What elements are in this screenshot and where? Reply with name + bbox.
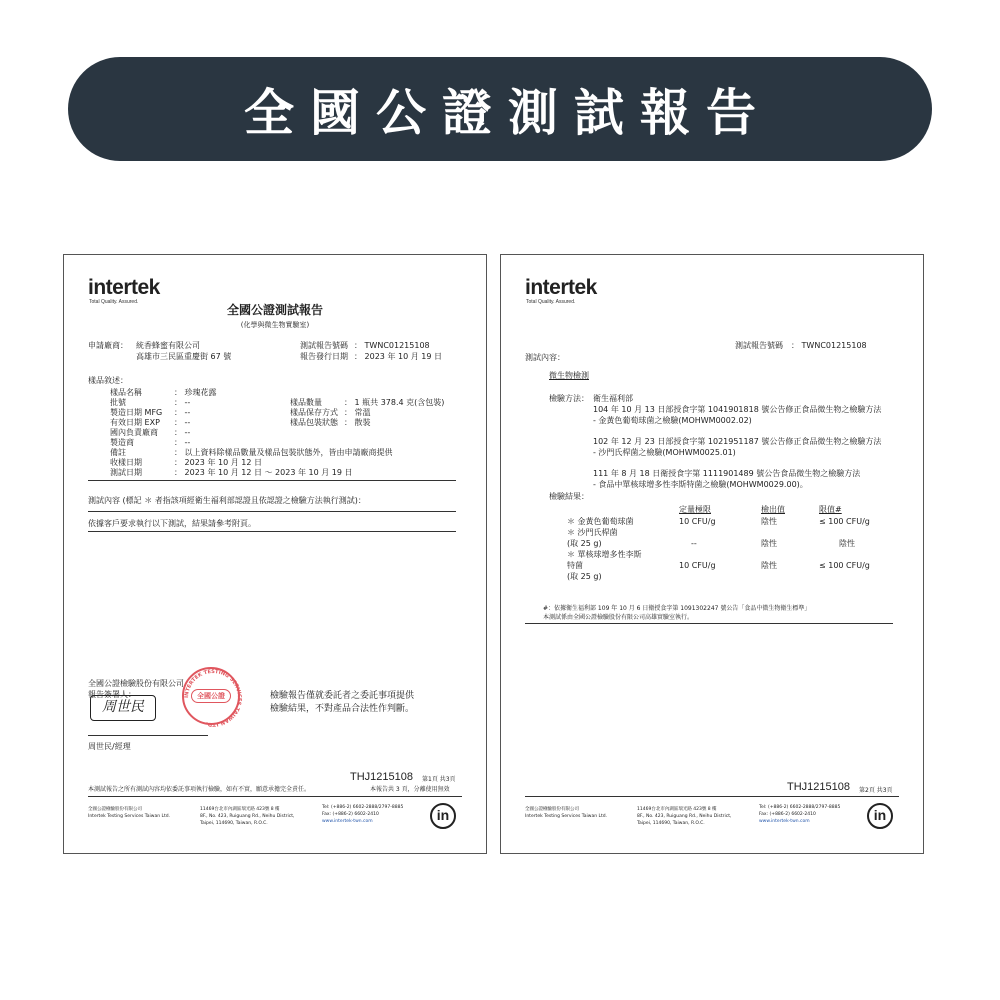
title-banner	[68, 57, 932, 161]
divider	[88, 796, 462, 797]
serial-number: THJ1215108	[787, 781, 850, 793]
disclaimer-line-2: 檢驗結果，不對產品合法性作判斷。	[270, 704, 415, 714]
table-row	[561, 561, 881, 572]
field-value: ： 以上資料除樣品數量及樣品包裝狀態外，皆由申請廠商提供	[174, 448, 393, 457]
footer-address-1: 11469台北市內湖區瑞光路 423號 8 樓	[200, 807, 280, 812]
field-label: 樣品保存方式	[290, 408, 338, 417]
field-label: 樣品包裝狀態	[290, 418, 338, 427]
field-label: 備註	[110, 448, 126, 457]
method-3-item: - 食品中單核球增多性李斯特菌之檢驗(MOHWM0029.00)。	[593, 480, 808, 489]
page-number: 第1頁 共3頁	[422, 776, 456, 783]
cell-result: 陰性	[761, 539, 777, 548]
footer-company-en: Intertek Testing Services Taiwan Ltd.	[525, 814, 608, 819]
cell-name: 特菌	[567, 561, 583, 570]
micro-test-title: 微生物檢測	[549, 371, 589, 380]
field-value: ： 散裝	[344, 418, 371, 427]
method-1-title: 104 年 10 月 13 日部授食字第 1041901818 號公告修正食品微生物之檢驗方法	[593, 405, 882, 414]
field-label: 製造商	[110, 438, 134, 447]
table-row	[561, 572, 881, 583]
footnote-2: 本測試係由全國公證檢驗股份有限公司高雄實驗室執行。	[543, 614, 694, 621]
field-label: 樣品數量	[290, 398, 322, 407]
cell-name: ＊ 單核球增多性李斯	[567, 550, 642, 559]
footer-tel: Tel: (+886-2) 6602-2888/2797-8885	[322, 805, 404, 810]
table-row	[561, 517, 881, 528]
report-no: ： TWNC01215108	[791, 341, 867, 350]
footer-address-2: 8F., No. 423, Ruiguang Rd., Neihu District,	[637, 814, 732, 819]
signer-title: 周世民/經理	[88, 742, 131, 751]
footer-company-zh: 全國公證檢驗股份有限公司	[525, 807, 579, 812]
applicant-address: 高雄市三民區重慶街 67 號	[136, 352, 232, 361]
logo-tagline: Total Quality. Assured.	[89, 299, 139, 305]
seal-center-text: 全國公證	[191, 689, 231, 703]
table-row	[561, 550, 881, 561]
applicant-label: 申請廠商：	[88, 341, 128, 350]
footer-pages: 本報告共 3 頁，分離使用無效	[370, 786, 450, 793]
customer-note: 依據客戶要求執行以下測試，結果請參考附頁。	[88, 519, 256, 528]
footer-address-1: 11469台北市內湖區瑞光路 423號 8 樓	[637, 807, 717, 812]
field-label: 製造日期 MFG	[110, 408, 163, 417]
cell-name: (取 25 g)	[567, 539, 602, 548]
logo-tagline: Total Quality. Assured.	[526, 299, 576, 305]
field-value: ： 常溫	[344, 408, 371, 417]
page-number: 第2頁 共3頁	[859, 787, 893, 794]
signature: 周世民	[90, 695, 156, 721]
header-detection-limit: 定量極限	[679, 505, 711, 514]
report-page-2	[500, 254, 924, 854]
field-value: ： --	[174, 398, 191, 407]
method-org: 衛生福利部	[593, 394, 633, 403]
cell-detection-limit: --	[691, 539, 697, 548]
footer-address-2: 8F., No. 423, Ruiguang Rd., Neihu District,	[200, 814, 295, 819]
field-value: ： 珍瑰花露	[174, 388, 217, 397]
field-value: ： 2023 年 10 月 12 日	[174, 458, 262, 467]
sample-section-label: 樣品敘述：	[88, 376, 128, 385]
table-row	[561, 528, 881, 539]
divider	[525, 796, 899, 797]
result-table	[561, 517, 881, 583]
method-1-item: - 金黃色葡萄球菌之檢驗(MOHWM0002.02)	[593, 416, 752, 425]
header-result: 檢出值	[761, 505, 785, 514]
intertek-in-icon: in	[867, 803, 893, 829]
field-label: 國內負責廠商	[110, 428, 158, 437]
signer-label: 報告簽署人：	[88, 690, 136, 699]
field-label: 樣品名稱	[110, 388, 142, 397]
footer-company-en: Intertek Testing Services Taiwan Ltd.	[88, 814, 171, 819]
method-label: 檢驗方法：	[549, 394, 589, 403]
method-2-item: - 沙門氏桿菌之檢驗(MOHWM0025.01)	[593, 448, 736, 457]
divider	[88, 511, 456, 512]
field-value: ： 2023 年 10 月 12 日 ～ 2023 年 10 月 19 日	[174, 468, 353, 477]
issue-date: ： 2023 年 10 月 19 日	[354, 352, 442, 361]
footnote-1: #：依據衛生福利部 109 年 10 月 6 日衛授食字第 1091302247 號公告「食品中微生物衛生標準」	[543, 605, 811, 612]
field-label: 測試日期	[110, 468, 142, 477]
field-label: 有效日期 EXP	[110, 418, 160, 427]
method-2-title: 102 年 12 月 23 日部授食字第 1021951187 號公告修正食品微生物之檢驗方法	[593, 437, 882, 446]
field-label: 收樣日期	[110, 458, 142, 467]
footer-fax: Fax: (+886-2) 6602-2410	[322, 812, 379, 817]
intertek-logo: intertek	[525, 276, 597, 299]
cell-result: 陰性	[761, 561, 777, 570]
disclaimer-line-1: 檢驗報告僅就委託者之委託事項提供	[270, 691, 415, 701]
seal-ring-icon	[180, 665, 246, 731]
report-no-label: 測試報告號碼	[735, 341, 783, 350]
company-seal	[182, 667, 243, 728]
cell-limit: ≤ 100 CFU/g	[819, 517, 870, 526]
footer-website-link[interactable]: www.intertek-twn.com	[322, 819, 373, 824]
report-no-label: 測試報告號碼	[300, 341, 348, 350]
method-3-title: 111 年 8 月 18 日衛授食字第 1111901489 號公告食品微生物之檢驗方法	[593, 469, 861, 478]
field-value: ： --	[174, 418, 191, 427]
divider	[525, 623, 893, 624]
applicant-name: 統香蜂蜜有限公司	[136, 341, 200, 350]
divider	[88, 531, 456, 532]
issue-date-label: 報告發行日期	[300, 352, 348, 361]
footer-tel: Tel: (+886-2) 6602-2888/2797-8885	[759, 805, 841, 810]
cell-detection-limit: 10 CFU/g	[679, 517, 716, 526]
field-value: ： 1 瓶共 378.4 克(含包裝)	[344, 398, 445, 407]
footer-notice: 本測試報告之所有測試內容均依委託事項執行檢驗，如有不實，願意承擔完全責任。	[88, 786, 311, 793]
report-title: 全國公證測試報告	[226, 303, 323, 317]
cell-limit: ≤ 100 CFU/g	[819, 561, 870, 570]
serial-number: THJ1215108	[350, 771, 413, 783]
field-value: ： --	[174, 438, 191, 447]
cell-result: 陰性	[761, 517, 777, 526]
footer-website-link[interactable]: www.intertek-twn.com	[759, 819, 810, 824]
cell-name: ＊ 金黃色葡萄球菌	[567, 517, 634, 526]
company-line: 全國公證檢驗股份有限公司	[88, 679, 184, 688]
cell-name: ＊ 沙門氏桿菌	[567, 528, 618, 537]
field-value: ： --	[174, 408, 191, 417]
test-content-note: 測試內容 (標記 ＊ 者指該項經衛生福利部認證且依認證之檢驗方法執行測試)：	[88, 496, 366, 505]
report-no: ： TWNC01215108	[354, 341, 430, 350]
report-page-1	[63, 254, 487, 854]
svg-text:INTERTEK TESTING SERVICES TAIW: INTERTEK TESTING SERVICES TAIWAN LTD.	[183, 668, 243, 728]
signature-line	[88, 735, 208, 736]
test-content-label: 測試內容：	[525, 353, 565, 362]
footer-company-zh: 全國公證檢驗股份有限公司	[88, 807, 142, 812]
cell-name: (取 25 g)	[567, 572, 602, 581]
banner-title: 全國公證測試報告	[244, 83, 772, 142]
table-row	[561, 539, 881, 550]
footer-fax: Fax: (+886-2) 6602-2410	[759, 812, 816, 817]
divider	[88, 480, 456, 481]
intertek-logo: intertek	[88, 276, 160, 299]
footer-address-3: Taipei, 114690, Taiwan, R.O.C.	[637, 821, 705, 826]
cell-limit: 陰性	[839, 539, 855, 548]
report-subtitle: (化學與微生物實驗室)	[240, 321, 310, 329]
result-label: 檢驗結果：	[549, 492, 589, 501]
field-value: ： --	[174, 428, 191, 437]
intertek-in-icon: in	[430, 803, 456, 829]
field-label: 批號	[110, 398, 126, 407]
header-limit: 限值#	[819, 505, 842, 514]
cell-detection-limit: 10 CFU/g	[679, 561, 716, 570]
footer-address-3: Taipei, 114690, Taiwan, R.O.C.	[200, 821, 268, 826]
